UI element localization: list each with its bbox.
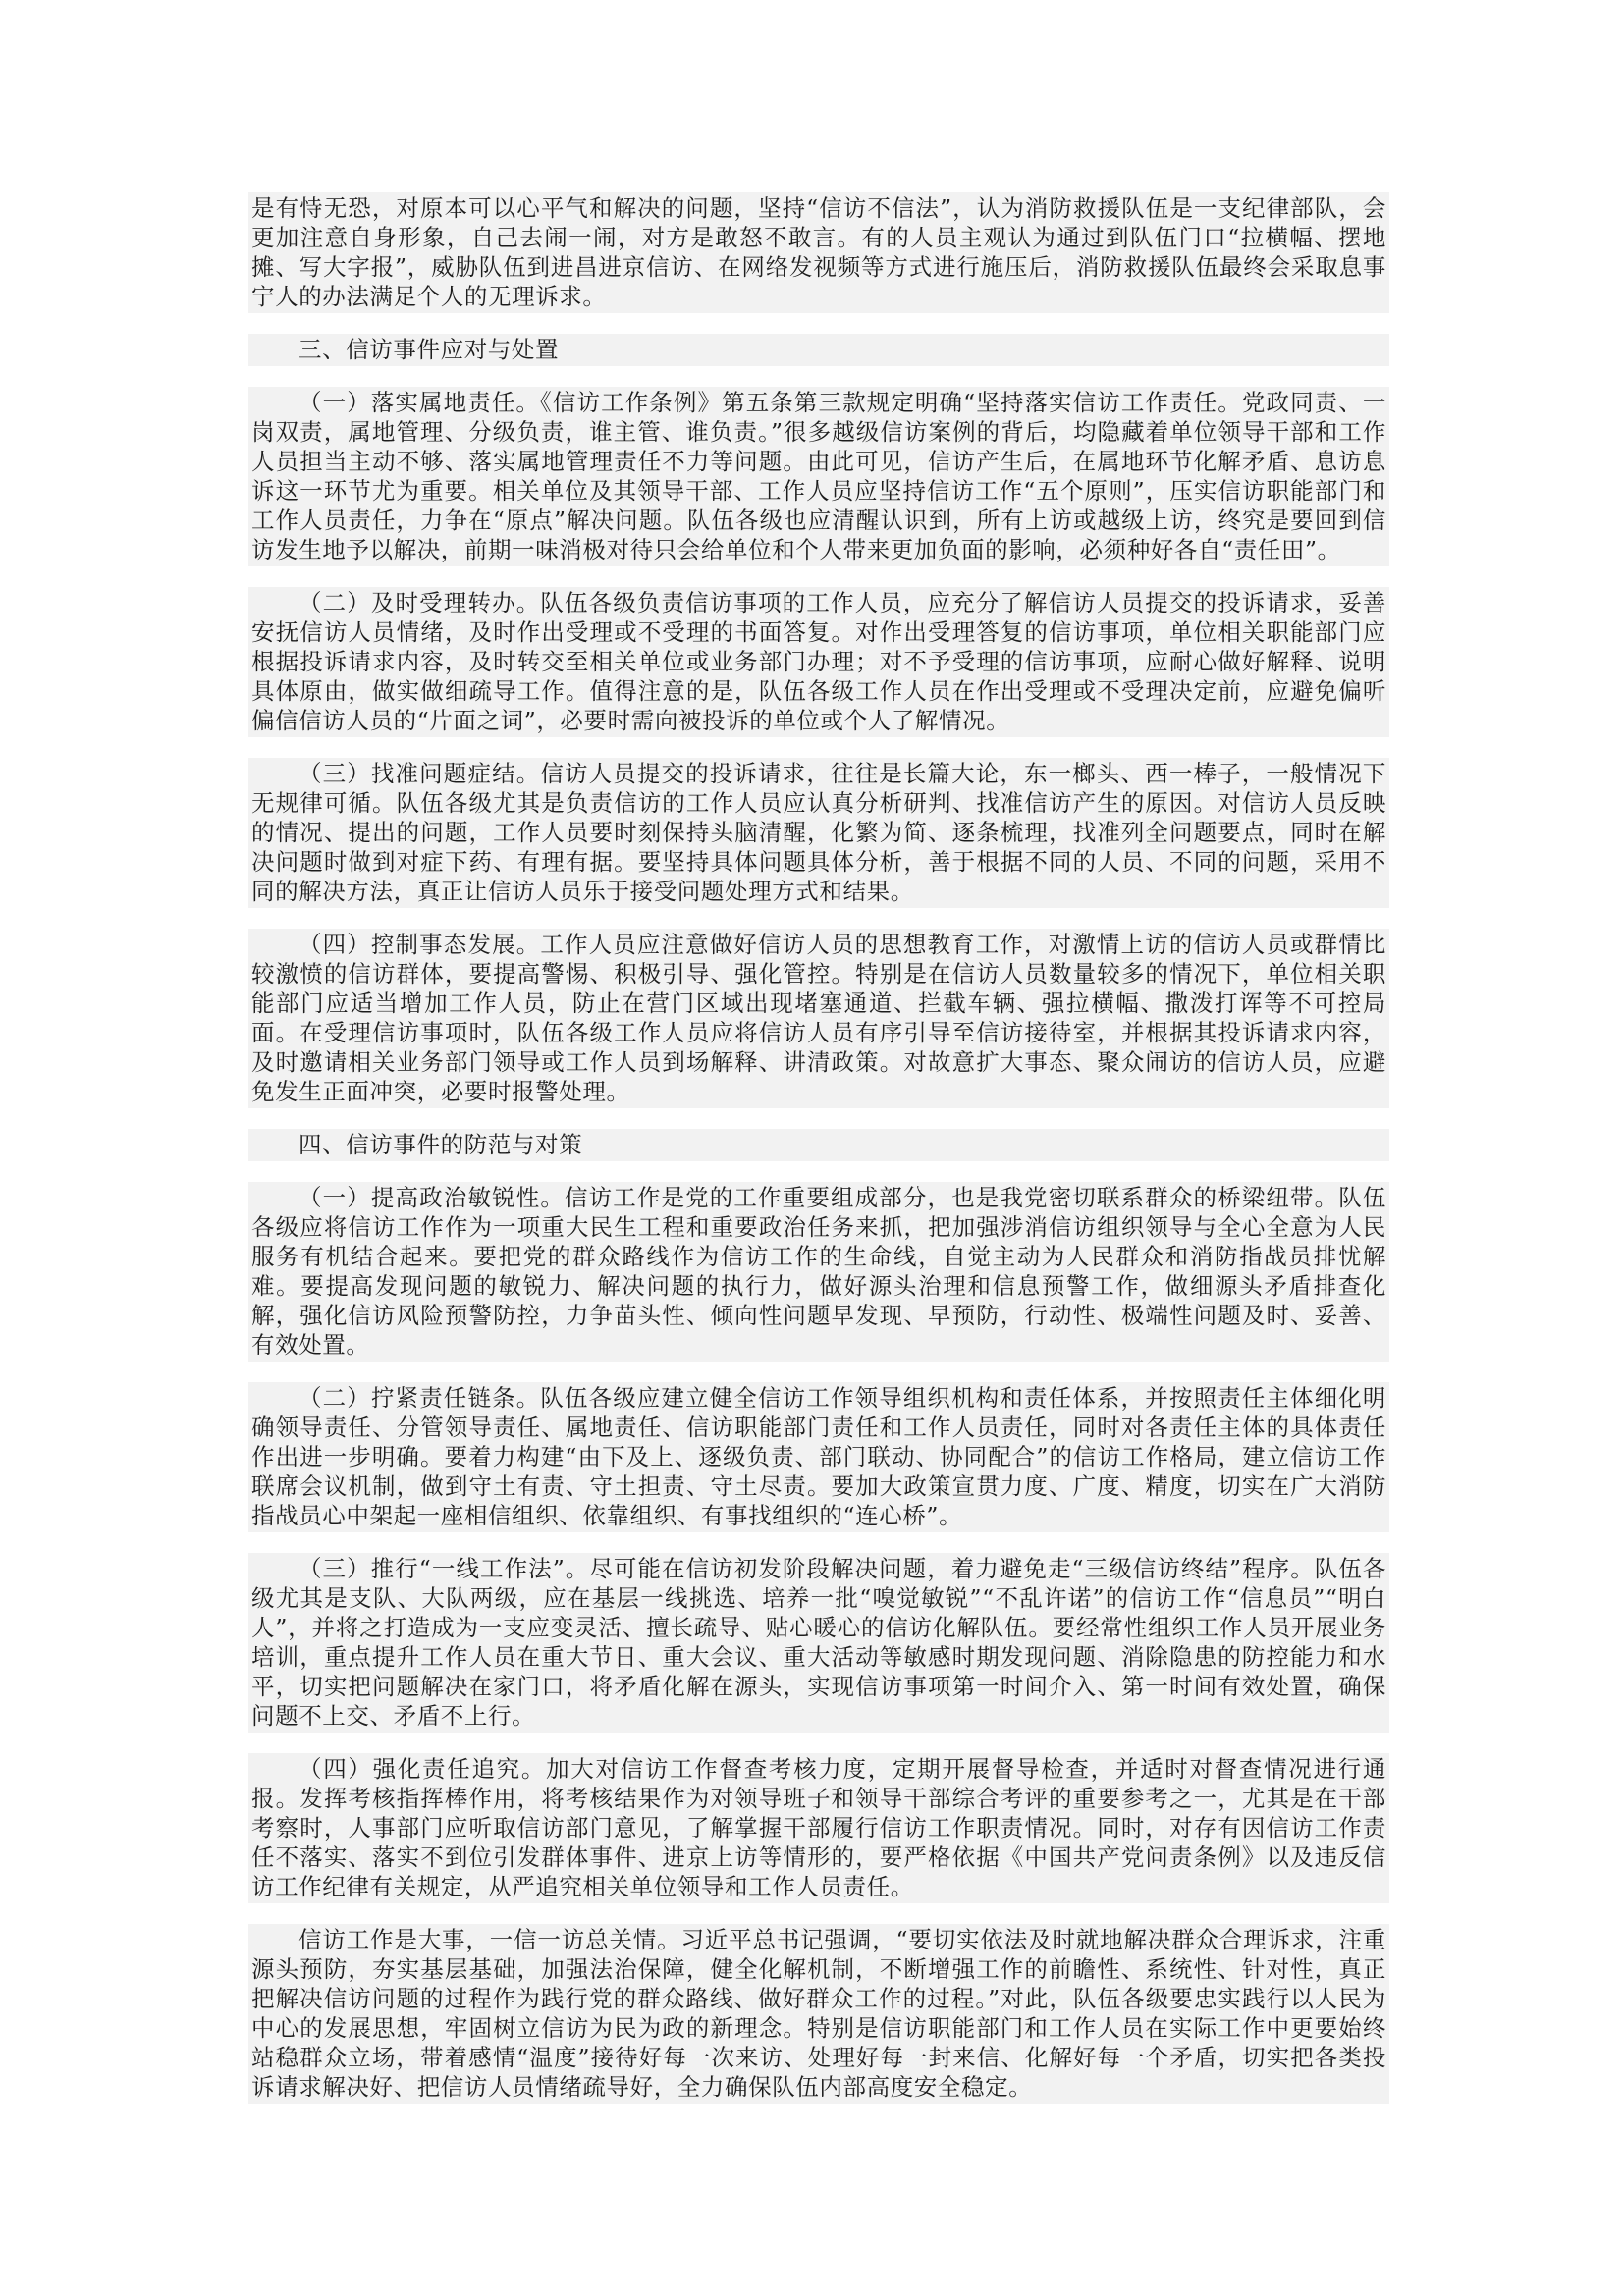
section-4-paragraph-4: （四）强化责任追究。加大对信访工作督查考核力度，定期开展督导检查，并适时对督查情况进行通报。发挥考核指挥棒作用，将考核结果作为对领导班子和领导干部综合考评的重要参考之一，尤其是在干部考察时，人事部门应听取信访部门意见，了解掌握干部履行信访工作职责情况。同时，对存有因信访工作责任不落实、落实不到位引发群体事件、进京上访等情形的，要严格依据《中国共产党问责条例》以及违反信访工作纪律有关规定，从严追究相关单位领导和工作人员责任。 (248, 1753, 1389, 1903)
section-3-paragraph-3: （三）找准问题症结。信访人员提交的投诉请求，往往是长篇大论，东一榔头、西一棒子，一般情况下无规律可循。队伍各级尤其是负责信访的工作人员应认真分析研判、找准信访产生的原因。对信访人员反映的情况、提出的问题，工作人员要时刻保持头脑清醒，化繁为简、逐条梳理，找准列全问题要点，同时在解决问题时做到对症下药、有理有据。要坚持具体问题具体分析，善于根据不同的人员、不同的问题，采用不同的解决方法，真正让信访人员乐于接受问题处理方式和结果。 (248, 758, 1389, 908)
section-4-paragraph-1: （一）提高政治敏锐性。信访工作是党的工作重要组成部分，也是我党密切联系群众的桥梁纽带。队伍各级应将信访工作作为一项重大民生工程和重要政治任务来抓，把加强涉消信访组织领导与全心全意为人民服务有机结合起来。要把党的群众路线作为信访工作的生命线，自觉主动为人民群众和消防指战员排忧解难。要提高发现问题的敏锐力、解决问题的执行力，做好源头治理和信息预警工作，做细源头矛盾排查化解，强化信访风险预警防控，力争苗头性、倾向性问题早发现、早预防，行动性、极端性问题及时、妥善、有效处置。 (248, 1182, 1389, 1362)
conclusion-paragraph: 信访工作是大事，一信一访总关情。习近平总书记强调，“要切实依法及时就地解决群众合理诉求，注重源头预防，夯实基层基础，加强法治保障，健全化解机制，不断增强工作的前瞻性、系统性、针对性，真正把解决信访问题的过程作为践行党的群众路线、做好群众工作的过程。”对此，队伍各级要忠实践行以人民为中心的发展思想，牢固树立信访为民为政的新理念。特别是信访职能部门和工作人员在实际工作中更要始终站稳群众立场，带着感情“温度”接待好每一次来访、处理好每一封来信、化解好每一个矛盾，切实把各类投诉请求解决好、把信访人员情绪疏导好，全力确保队伍内部高度安全稳定。 (248, 1924, 1389, 2104)
section-3-paragraph-1: （一）落实属地责任。《信访工作条例》第五条第三款规定明确“坚持落实信访工作责任。党政同责、一岗双责，属地管理、分级负责，谁主管、谁负责。”很多越级信访案例的背后，均隐藏着单位领导干部和工作人员担当主动不够、落实属地管理责任不力等问题。由此可见，信访产生后，在属地环节化解矛盾、息访息诉这一环节尤为重要。相关单位及其领导干部、工作人员应坚持信访工作“五个原则”，压实信访职能部门和工作人员责任，力争在“原点”解决问题。队伍各级也应清醒认识到，所有上访或越级上访，终究是要回到信访发生地予以解决，前期一味消极对待只会给单位和个人带来更加负面的影响，必须种好各自“责任田”。 (248, 387, 1389, 566)
section-3-paragraph-4: （四）控制事态发展。工作人员应注意做好信访人员的思想教育工作，对激情上访的信访人员或群情比较激愤的信访群体，要提高警惕、积极引导、强化管控。特别是在信访人员数量较多的情况下，单位相关职能部门应适当增加工作人员，防止在营门区域出现堵塞通道、拦截车辆、强拉横幅、撒泼打诨等不可控局面。在受理信访事项时，队伍各级工作人员应将信访人员有序引导至信访接待室，并根据其投诉请求内容，及时邀请相关业务部门领导或工作人员到场解释、讲清政策。对故意扩大事态、聚众闹访的信访人员，应避免发生正面冲突，必要时报警处理。 (248, 929, 1389, 1108)
section-3-heading: 三、信访事件应对与处置 (248, 334, 1389, 366)
section-4-paragraph-2: （二）拧紧责任链条。队伍各级应建立健全信访工作领导组织机构和责任体系，并按照责任主体细化明确领导责任、分管领导责任、属地责任、信访职能部门责任和工作人员责任，同时对各责任主体的具体责任作出进一步明确。要着力构建“由下及上、逐级负责、部门联动、协同配合”的信访工作格局，建立信访工作联席会议机制，做到守土有责、守土担责、守土尽责。要加大政策宣贯力度、广度、精度，切实在广大消防指战员心中架起一座相信组织、依靠组织、有事找组织的“连心桥”。 (248, 1382, 1389, 1532)
section-4-paragraph-3: （三）推行“一线工作法”。尽可能在信访初发阶段解决问题，着力避免走“三级信访终结”程序。队伍各级尤其是支队、大队两级，应在基层一线挑选、培养一批“嗅觉敏锐”“不乱许诺”的信访工作“信息员”“明白人”，并将之打造成为一支应变灵活、擅长疏导、贴心暖心的信访化解队伍。要经常性组织工作人员开展业务培训，重点提升工作人员在重大节日、重大会议、重大活动等敏感时期发现问题、消除隐患的防控能力和水平，切实把问题解决在家门口，将矛盾化解在源头，实现信访事项第一时间介入、第一时间有效处置，确保问题不上交、矛盾不上行。 (248, 1553, 1389, 1733)
document-body (248, 192, 1389, 2124)
section-3-paragraph-2: （二）及时受理转办。队伍各级负责信访事项的工作人员，应充分了解信访人员提交的投诉请求，妥善安抚信访人员情绪，及时作出受理或不受理的书面答复。对作出受理答复的信访事项，单位相关职能部门应根据投诉请求内容，及时转交至相关单位或业务部门办理；对不予受理的信访事项，应耐心做好解释、说明具体原由，做实做细疏导工作。值得注意的是，队伍各级工作人员在作出受理或不受理决定前，应避免偏听偏信信访人员的“片面之词”，必要时需向被投诉的单位或个人了解情况。 (248, 587, 1389, 737)
intro-paragraph: 是有恃无恐，对原本可以心平气和解决的问题，坚持“信访不信法”，认为消防救援队伍是一支纪律部队，会更加注意自身形象，自己去闹一闹，对方是敢怒不敢言。有的人员主观认为通过到队伍门口“拉横幅、摆地摊、写大字报”，威胁队伍到进昌进京信访、在网络发视频等方式进行施压后，消防救援队伍最终会采取息事宁人的办法满足个人的无理诉求。 (248, 192, 1389, 313)
section-4-heading: 四、信访事件的防范与对策 (248, 1129, 1389, 1161)
